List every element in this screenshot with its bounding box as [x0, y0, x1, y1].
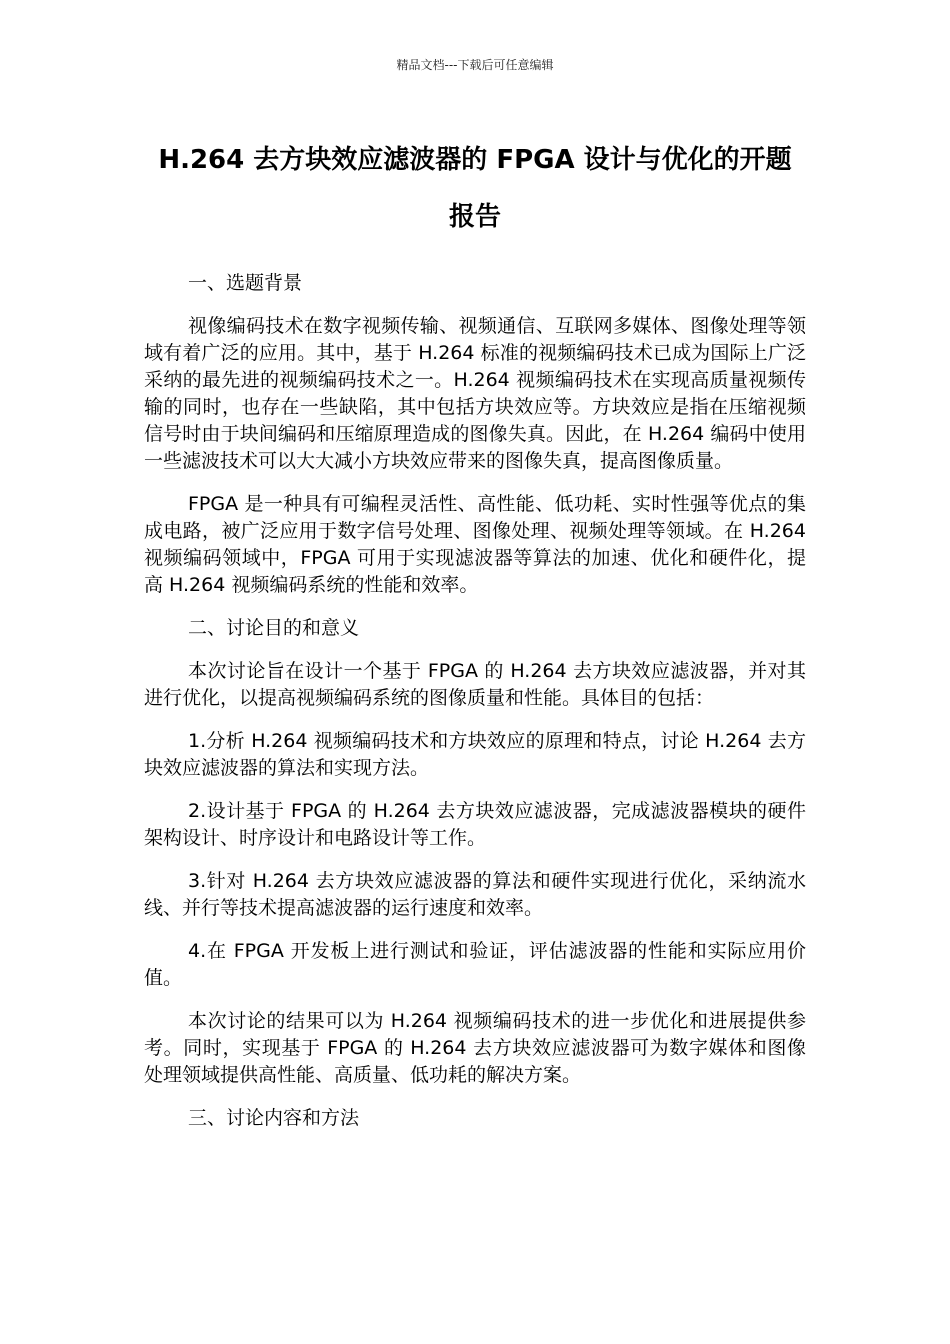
paragraph-background-1: 视像编码技术在数字视频传输、视频通信、互联网多媒体、图像处理等领域有着广泛的应用。其中，基于 H.264 标准的视频编码技术已成为国际上广泛采纳的最先进的视频编码技术之一。H.264 视频编码技术在实现高质量视频传输的同时，也存在一些缺陷，其中包括方块效应等。方块效应是指在压缩视频信号时由于块间编码和压缩原理造成的图像失真。因此，在 H.264 编码中使用一些滤波技术可以大大减小方块效应带来的图像失真，提高图像质量。	[144, 315, 806, 472]
paragraph-purpose-intro: 本次讨论旨在设计一个基于 FPGA 的 H.264 去方块效应滤波器，并对其进行优化，以提高视频编码系统的图像质量和性能。具体目的包括：	[144, 660, 806, 709]
title-line-1: H.264 去方块效应滤波器的 FPGA 设计与优化的开题	[158, 145, 792, 175]
purpose-item-4: 4.在 FPGA 开发板上进行测试和验证，评估滤波器的性能和实际应用价值。	[144, 940, 806, 989]
paragraph-purpose-conclusion: 本次讨论的结果可以为 H.264 视频编码技术的进一步优化和进展提供参考。同时，实现基于 FPGA 的 H.264 去方块效应滤波器可为数字媒体和图像处理领域提供高性能、高质量、低功耗的解决方案。	[144, 1010, 806, 1086]
document-title	[120, 132, 830, 246]
header-note: 精品文档---下载后可任意编辑	[396, 58, 554, 72]
section-heading-purpose: 二、讨论目的和意义	[188, 617, 360, 639]
purpose-item-2: 2.设计基于 FPGA 的 H.264 去方块效应滤波器，完成滤波器模块的硬件架构设计、时序设计和电路设计等工作。	[144, 800, 806, 849]
title-line-2: 报告	[448, 202, 501, 232]
paragraph-background-2: FPGA 是一种具有可编程灵活性、高性能、低功耗、实时性强等优点的集成电路，被广泛应用于数字信号处理、图像处理、视频处理等领域。在 H.264 视频编码领域中，FPGA 可用于实现滤波器等算法的加速、优化和硬件化，提高 H.264 视频编码系统的性能和效率。	[144, 493, 806, 596]
section-heading-background: 一、选题背景	[188, 272, 303, 294]
section-heading-content-method: 三、讨论内容和方法	[188, 1107, 360, 1129]
purpose-item-1: 1.分析 H.264 视频编码技术和方块效应的原理和特点，讨论 H.264 去方块效应滤波器的算法和实现方法。	[144, 730, 806, 779]
document-body	[144, 270, 806, 1148]
purpose-item-3: 3.针对 H.264 去方块效应滤波器的算法和硬件实现进行优化，采纳流水线、并行等技术提高滤波器的运行速度和效率。	[144, 870, 806, 919]
